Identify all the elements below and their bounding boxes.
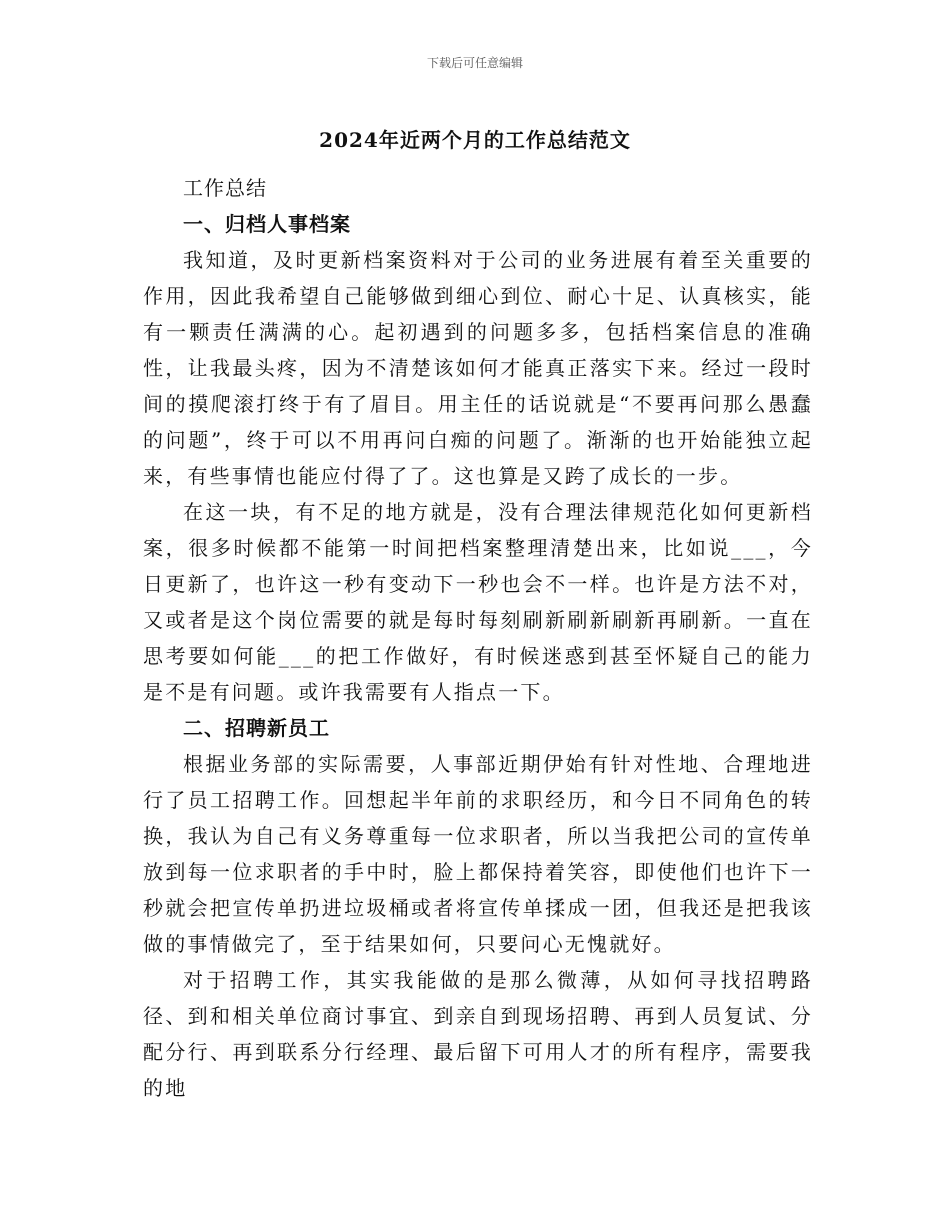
page-title: 2024年近两个月的工作总结范文 (319, 128, 631, 152)
section-heading-archives: 一、归档人事档案 (183, 212, 351, 236)
summary-label: 工作总结 (183, 176, 267, 200)
paragraph: 我知道，及时更新档案资料对于公司的业务进展有着至关重要的作用，因此我希望自己能够做到细心到位、耐心十足、认真核实，能有一颗责任满满的心。起初遇到的问题多多，包括档案信息的准确性，让我最头疼，因为不清楚该如何才能真正落实下来。经过一段时间的摸爬滚打终于有了眉目。用主任的话说就是“不要再问那么愚蠢的问题”，终于可以不用再问白痴的问题了。渐渐的也开始能独立起来，有些事情也能应付得了了。这也算是又跨了成长的一步。 (143, 248, 813, 488)
paragraph: 根据业务部的实际需要，人事部近期伊始有针对性地、合理地进行了员工招聘工作。回想起半年前的求职经历，和今日不同角色的转换，我认为自己有义务尊重每一位求职者，所以当我把公司的宣传单放到每一位求职者的手中时，脸上都保持着笑容，即使他们也许下一秒就会把宣传单扔进垃圾桶或者将宣传单揉成一团，但我还是把我该做的事情做完了，至于结果如何，只要问心无愧就好。 (143, 752, 813, 956)
section-heading-recruitment: 二、招聘新员工 (183, 716, 330, 740)
header-note: 下载后可任意编辑 (426, 56, 523, 70)
paragraph: 对于招聘工作，其实我能做的是那么微薄，从如何寻找招聘路径、到和相关单位商讨事宜、到亲自到现场招聘、再到人员复试、分配分行、再到联系分行经理、最后留下可用人才的所有程序，需要我的地 (143, 968, 813, 1100)
paragraph: 在这一块，有不足的地方就是，没有合理法律规范化如何更新档案，很多时候都不能第一时间把档案整理清楚出来，比如说___，今日更新了，也许这一秒有变动下一秒也会不一样。也许是方法不对，又或者是这个岗位需要的就是每时每刻刷新刷新刷新再刷新。一直在思考要如何能___的把工作做好，有时候迷惑到甚至怀疑自己的能力是不是有问题。或许我需要有人指点一下。 (143, 500, 813, 704)
document-body (143, 170, 813, 1106)
